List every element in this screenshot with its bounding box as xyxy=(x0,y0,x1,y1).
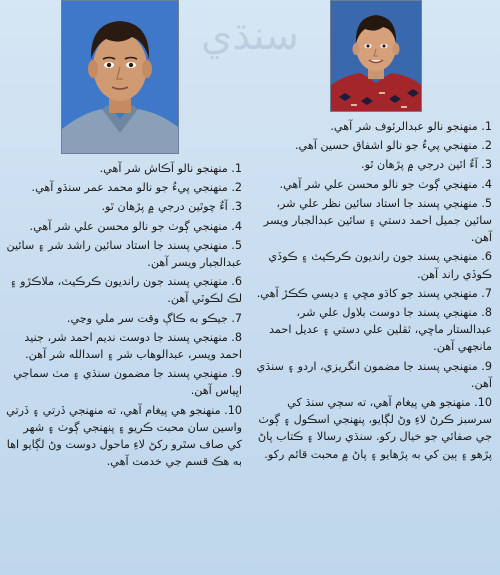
left-student-answers xyxy=(6,160,242,472)
answer-class: 3. آءٌ چوٿين درجي ۾ پڙهان ٿو. xyxy=(101,200,242,214)
answer-message: 10. منهنجو هي پيغام آهي، ته منهنجي ڏرتي ۽ ڏرتي واسين سان محبت ڪريو ۽ پنهنجي ڳوٺ ۽ شهر کي صاف سٿرو رکڻ لاءِ ماحول دوست وڻ لڳايو اها به هڪ قسم جي خدمت آهي. xyxy=(6,403,242,469)
answer-favorite-teachers: 5. منهنجي پسند جا استاد سائين راشد شر ۽ سائين عبدالجبار ويسر آهن. xyxy=(6,238,242,270)
answer-name: 1. منهنجو نالو عبدالرئوف شر آهي. xyxy=(330,120,492,133)
answer-favorite-teachers: 5. منهنجي پسند جا استاد سائين نظر علي شر، سائين جميل احمد دستي ۽ سائين عبدالجبار ويسر آهن. xyxy=(263,196,492,245)
boy-portrait-icon xyxy=(62,1,178,153)
answer-favorite-subjects: 9. منهنجي پسند جا مضمون انگريزي، اردو ۽ سنڌي آهن. xyxy=(256,359,492,390)
answer-favorite-subjects: 9. منهنجي پسند جا مضمون سنڌي ۽ مٺ سماجي اڀياس آهن. xyxy=(13,367,242,398)
answer-name: 1. منهنجو نالو آڪاش شر آهي. xyxy=(99,162,242,175)
answer-favorite-friends: 8. منهنجي پسند جا دوست بلاول علي شر، عبدالستار ماڇي، ثقلين علي دستي ۽ عديل احمد مانجهي آهن. xyxy=(269,306,492,354)
right-student-answers xyxy=(250,118,492,465)
answer-class: 3. آءٌ ائين درجي ۾ پڙهان ٿو. xyxy=(361,158,492,172)
answer-father-name: 2. منهنجي پيءُ جو نالو اشفاق حسين آهي. xyxy=(294,139,492,153)
answer-message: 10. منهنجو هي پيغام آهي، ته سڄي سنڌ کي سرسبز ڪرڻ لاءِ وڻ لڳايو، پنهنجي اسڪول ۽ ڳوٺ جي صفائي جو خيال رکو. سنڌي رسالا ۽ ڪتاب پاڻ پڙهو ۽ ٻين کي به پڙهايو ۽ پاڻ ۾ محبت قائم رکو. xyxy=(257,396,492,461)
answer-father-name: 2. منهنجي پيءُ جو نالو محمد عمر سنڌو آهي. xyxy=(31,181,242,195)
boy-portrait-icon xyxy=(331,1,421,111)
answer-favorite-games: 6. منهنجي پسند جون رانديون ڪرڪيٽ ۽ ڪوڏي ڪوڏي راند آهن. xyxy=(268,250,492,281)
answer-favorite-games: 6. منهنجي پسند جون رانديون ڪرڪيٽ، ملاڪڙو ۽ لڪ لڪوٽي آهن. xyxy=(10,275,242,306)
answer-favorite-food: 7. جيڪو به ڪاڳ وقت سر ملي وڃي. xyxy=(66,311,242,325)
student-photo-right xyxy=(330,0,422,112)
answer-village: 4. منهنجي ڳوٺ جو نالو محسن علي شر آهي. xyxy=(279,177,492,191)
answer-favorite-food: 7. منهنجي پسند جو کاڌو مڇي ۽ ديسي ڪڪڙ آهي. xyxy=(256,286,492,300)
answer-favorite-friends: 8. منهنجي پسند جا دوست نديم احمد شر، جنيد احمد ويسر، عبدالوهاب شر ۽ اسدالله شر آهن. xyxy=(24,330,242,362)
answer-village: 4. منهنجي ڳوٺ جو نالو محسن علي شر آهي. xyxy=(29,219,242,233)
student-photo-left xyxy=(61,0,179,154)
background-watermark: سنڌي xyxy=(201,13,299,59)
